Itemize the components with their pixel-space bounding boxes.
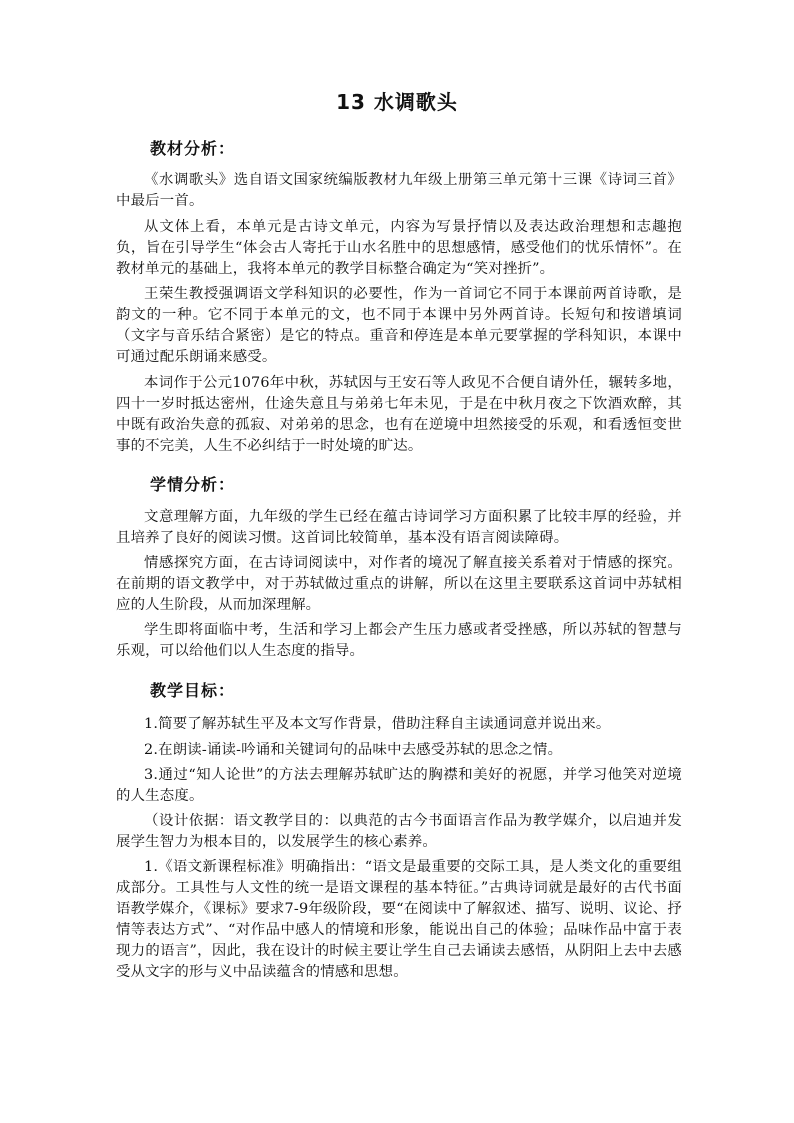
- section-heading-student-analysis: 学情分析：: [150, 475, 236, 494]
- paragraph: 情感探究方面，在古诗词阅读中，对作者的境况了解直接关系着对于情感的探究。在前期的语文教学中，对于苏轼做过重点的讲解，所以在这里主要联系这首词中苏轼相应的人生阶段，从而加深理解。: [116, 555, 682, 613]
- paragraph: 本词作于公元1076年中秋，苏轼因与王安石等人政见不合便自请外任，辗转多地，四十一岁时抵达密州，仕途失意且与弟弟七年未见，于是在中秋月夜之下饮酒欢醉，其中既有政治失意的孤寂、对弟弟的思念，也有在逆境中坦然接受的乐观，和看透恒变世事的不完美，人生不必纠结于一时处境的旷达。: [116, 375, 682, 454]
- paragraph: 文意理解方面，九年级的学生已经在蕴古诗词学习方面积累了比较丰厚的经验，并且培养了良好的阅读习惯。这首词比较简单，基本没有语言阅读障碍。: [116, 509, 682, 546]
- list-item: 3.通过“知人论世”的方法去理解苏轼旷达的胸襟和美好的祝愿，并学习他笑对逆境的人生态度。: [116, 767, 682, 804]
- list-item: 1.简要了解苏轼生平及本文写作背景，借助注释自主读通词意并说出来。: [144, 716, 611, 732]
- paragraph: 从文体上看，本单元是古诗文单元，内容为写景抒情以及表达政治理想和志趣抱负，旨在引导学生“体会古人寄托于山水名胜中的思想感情，感受他们的忧乐情怀”。在教材单元的基础上，我将本单元的教学目标整合确定为“笑对挫折”。: [116, 219, 682, 277]
- paragraph: 学生即将面临中考，生活和学习上都会产生压力感或者受挫感，所以苏轼的智慧与乐观，可以给他们以人生态度的指导。: [116, 622, 682, 659]
- paragraph: 王荣生教授强调语文学科知识的必要性，作为一首词它不同于本课前两首诗歌，是韵文的一种。它不同于本单元的文，也不同于本课中另外两首诗。长短句和按谱填词（文字与音乐结合紧密）是它的特点。重音和停连是本单元要掌握的学科知识，本课中可通过配乐朗诵来感受。: [116, 286, 682, 365]
- page-title: 13 水调歌头: [336, 90, 458, 114]
- section-heading-textbook-analysis: 教材分析：: [150, 139, 236, 158]
- list-item: 2.在朗读-诵读-吟诵和关键词句的品味中去感受苏轼的思念之情。: [144, 742, 563, 758]
- paragraph: 1.《语文新课程标准》明确指出：“语文是最重要的交际工具，是人类文化的重要组成部分。工具性与人文性的统一是语文课程的基本特征。”古典诗词就是最好的古代书面语教学媒介，《课标》要求7-9年级阶段，要“在阅读中了解叙述、描写、说明、议论、抒情等表达方式”、“对作品中感人的情境和形象，能说出自己的体验；品味作品中富于表现力的语言”，因此，我在设计的时候主要让学生自己去诵读去感悟，从阴阳上去中去感受从文字的形与义中品读蕴含的情感和思想。: [116, 859, 682, 980]
- paragraph: 《水调歌头》选自语文国家统编版教材九年级上册第三单元第十三课《诗词三首》中最后一首。: [116, 172, 682, 209]
- section-heading-teaching-goals: 教学目标：: [150, 681, 236, 700]
- paragraph: （设计依据：语文教学目的：以典范的古今书面语言作品为教学媒介，以启迪并发展学生智力为根本目的，以发展学生的核心素养。: [116, 813, 682, 850]
